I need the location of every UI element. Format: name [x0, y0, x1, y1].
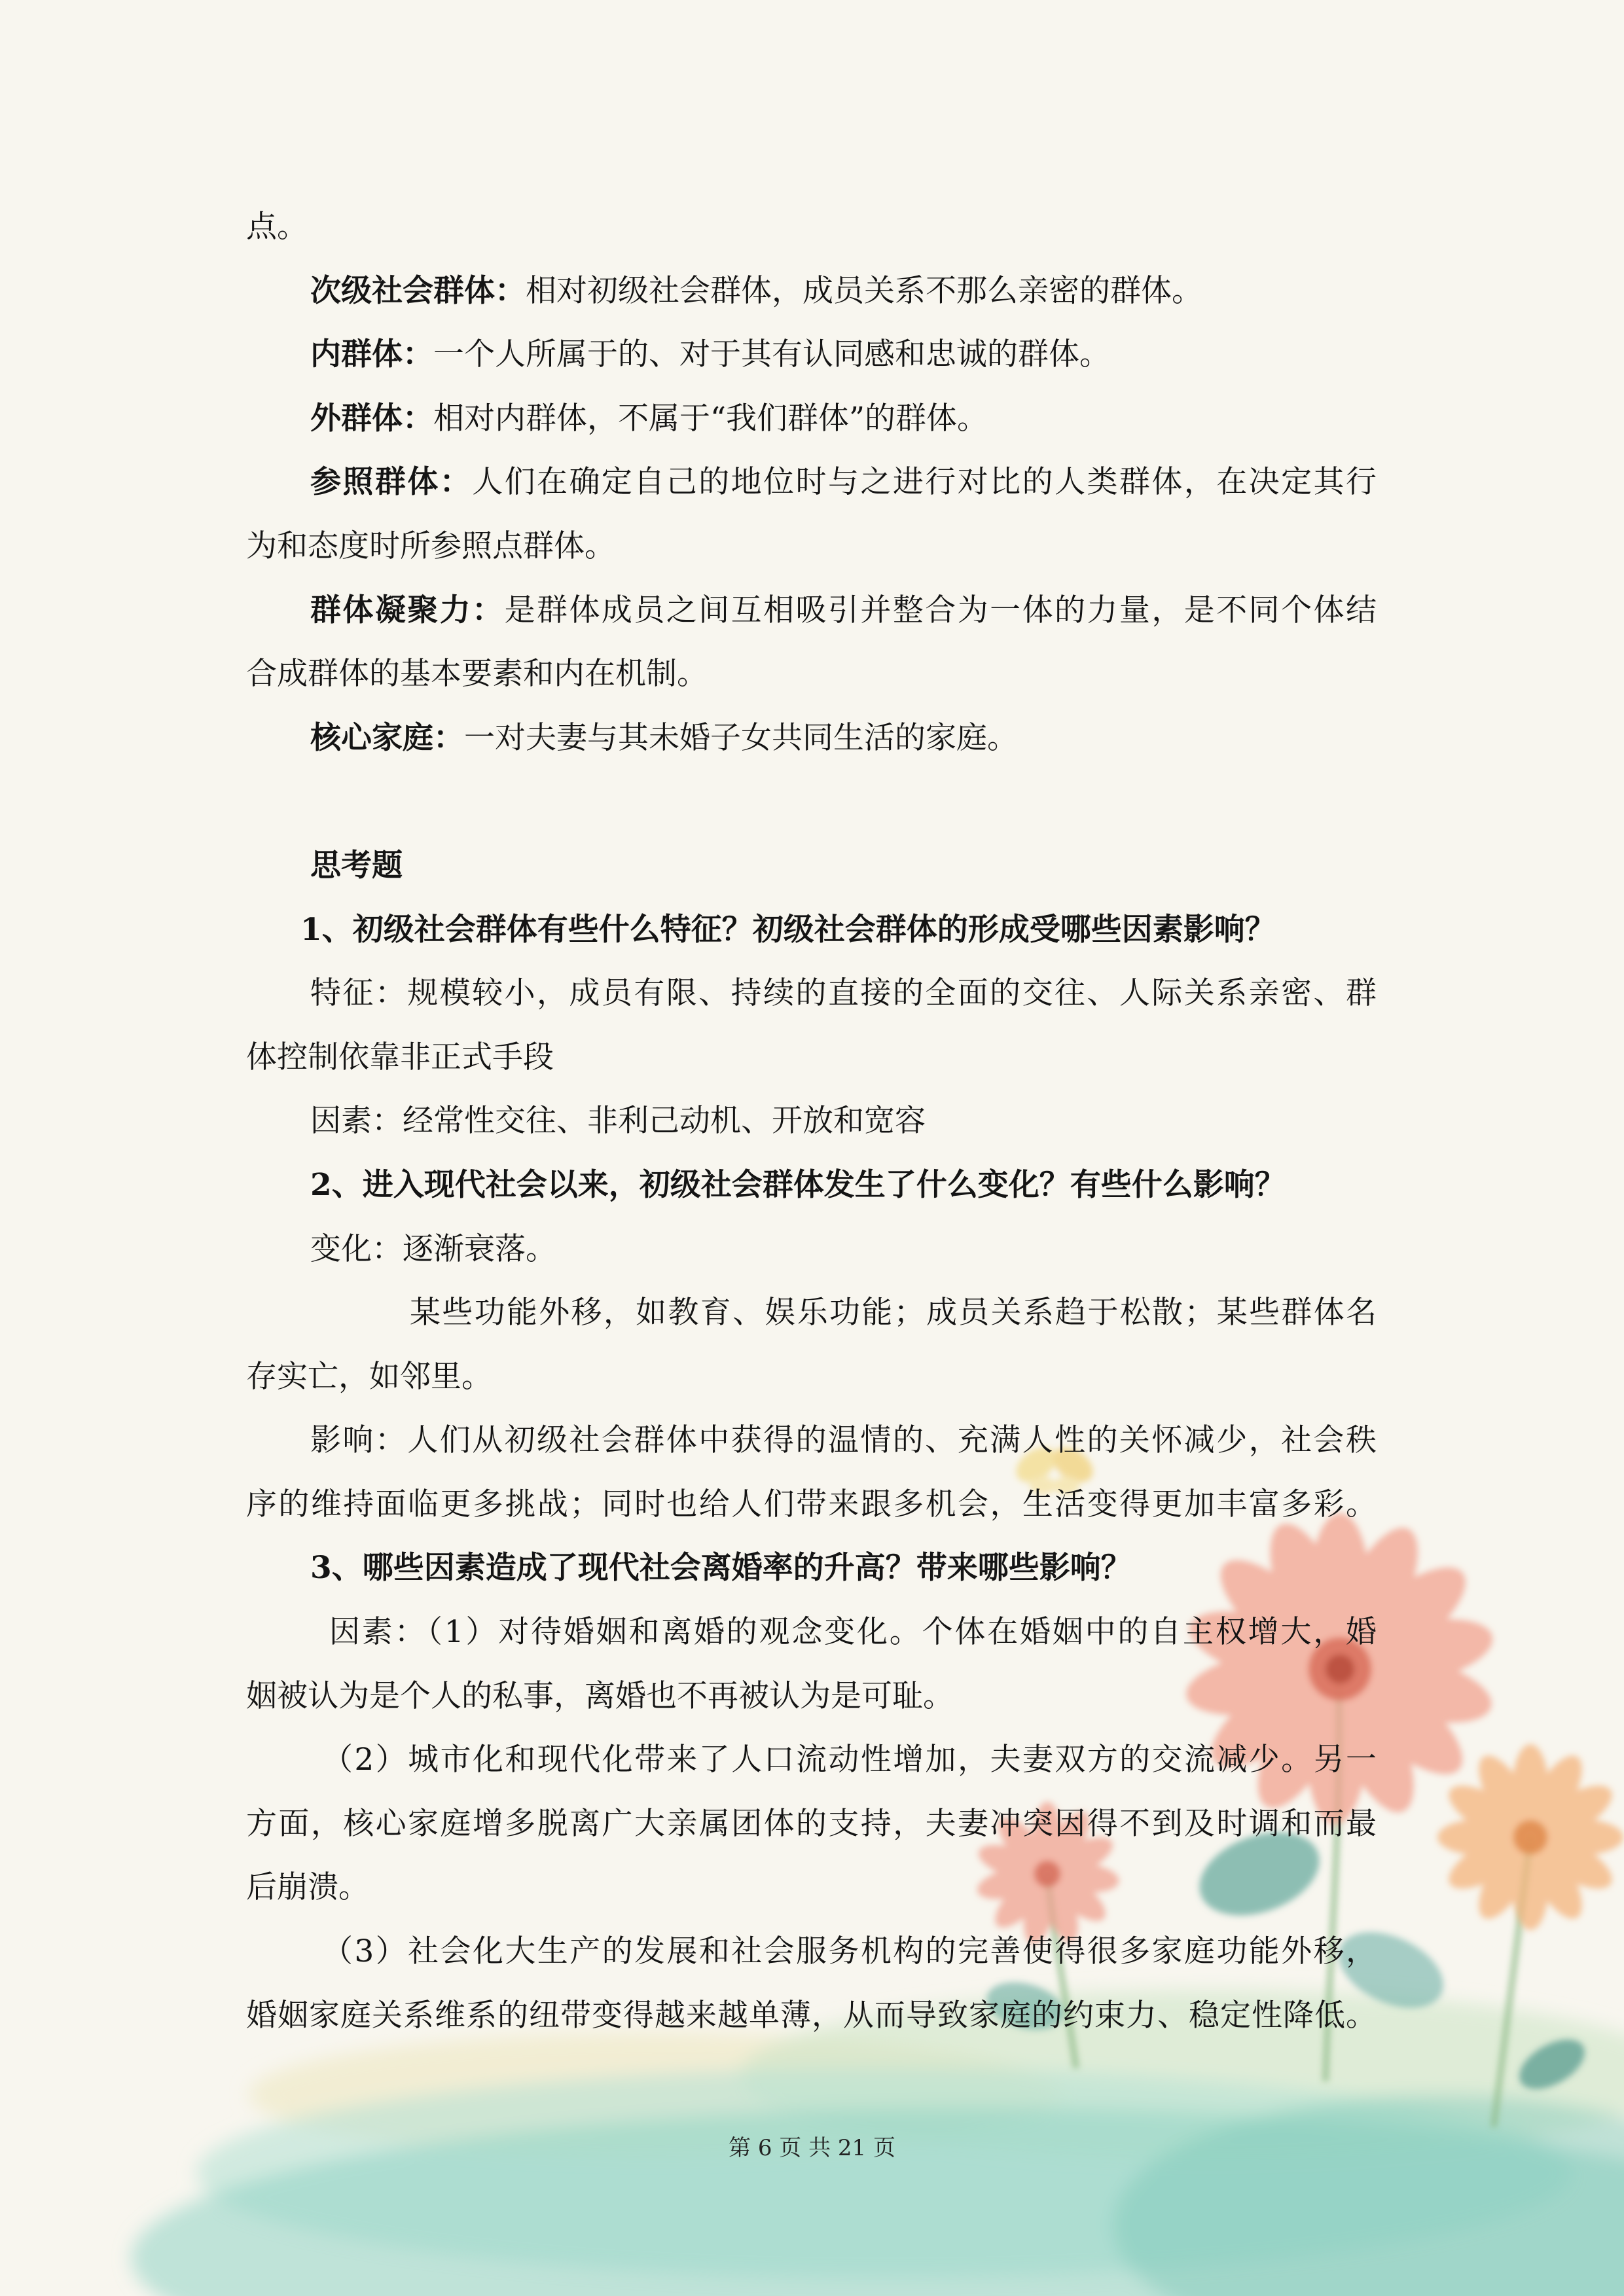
definition-term: 参照群体： [310, 464, 473, 501]
page-number-footer: 第 6 页 共 21 页 [729, 2135, 895, 2161]
answer-line: 变化：逐渐衰落。 [310, 1230, 556, 1267]
definition-term: 次级社会群体： [310, 272, 526, 309]
answer-line: 因素：经常性交往、非利己动机、开放和宽容 [310, 1103, 926, 1139]
answer-line: 序的维持面临更多挑战；同时也给人们带来跟多机会，生活变得更加丰富多彩。 [246, 1486, 1377, 1522]
question-1: 1、初级社会群体有些什么特征？初级社会群体的形成受哪些因素影响？ [300, 911, 1276, 948]
answer-line: 后崩溃。 [246, 1869, 369, 1906]
answer-line: 存实亡，如邻里。 [246, 1358, 492, 1395]
answer-line: 姻被认为是个人的私事，离婚也不再被认为是可耻。 [246, 1677, 954, 1714]
definition-secondary-group [246, 259, 1377, 323]
definition-text-continued: 为和态度时所参照点群体。 [246, 528, 615, 564]
definition-text: 一对夫妻与其未婚子女共同生活的家庭。 [464, 719, 1018, 756]
definition-out-group [246, 387, 1377, 451]
answer-line: 因素：（1）对待婚姻和离婚的观念变化。个体在婚姻中的自主权增大，婚 [329, 1614, 1377, 1651]
question-3: 3、哪些因素造成了现代社会离婚率的升高？带来哪些影响？ [310, 1550, 1132, 1587]
definition-in-group [246, 323, 1377, 387]
definition-term: 内群体： [310, 336, 433, 373]
paragraph-spacer [246, 770, 1377, 834]
definition-text: 一个人所属于的、对于其有认同感和忠诚的群体。 [433, 336, 1110, 373]
answer-line: （3）社会化大生产的发展和社会服务机构的完善使得很多家庭功能外移， [322, 1933, 1377, 1970]
answer-line: 特征：规模较小，成员有限、持续的直接的全面的交往、人际关系亲密、群 [310, 975, 1377, 1012]
answer-line: 方面，核心家庭增多脱离广大亲属团体的支持，夫妻冲突因得不到及时调和而最 [246, 1805, 1377, 1842]
definition-text: 是群体成员之间互相吸引并整合为一体的力量，是不同个体结 [504, 592, 1377, 628]
definition-text: 相对初级社会群体，成员关系不那么亲密的群体。 [526, 272, 1202, 309]
answer-line: 体控制依靠非正式手段 [246, 1039, 554, 1075]
continuation-text: 点。 [246, 209, 308, 245]
answer-line: 影响：人们从初级社会群体中获得的温情的、充满人性的关怀减少，社会秩 [310, 1422, 1377, 1459]
answer-line: （2）城市化和现代化带来了人口流动性增加，夫妻双方的交流减少。另一 [322, 1742, 1377, 1778]
page-body [246, 195, 1377, 2047]
answer-line: 婚姻家庭关系维系的纽带变得越来越单薄，从而导致家庭的约束力、稳定性降低。 [246, 1997, 1377, 2034]
definition-term: 群体凝聚力： [310, 592, 505, 628]
definition-reference-group [246, 450, 1377, 514]
answer-line: 某些功能外移，如教育、娱乐功能；成员关系趋于松散；某些群体名 [410, 1295, 1377, 1331]
questions-heading: 思考题 [310, 847, 403, 884]
definition-text: 相对内群体，不属于“我们群体”的群体。 [433, 400, 988, 437]
definition-text: 人们在确定自己的地位时与之进行对比的人类群体，在决定其行 [472, 464, 1377, 501]
definition-group-cohesion [246, 579, 1377, 643]
orange-flower [1437, 1744, 1623, 1930]
definition-nuclear-family [246, 706, 1377, 770]
definition-text-continued: 合成群体的基本要素和内在机制。 [246, 656, 708, 692]
question-2: 2、进入现代社会以来，初级社会群体发生了什么变化？有些什么影响？ [310, 1166, 1286, 1203]
definition-term: 外群体： [310, 400, 433, 437]
definition-term: 核心家庭： [310, 719, 464, 756]
